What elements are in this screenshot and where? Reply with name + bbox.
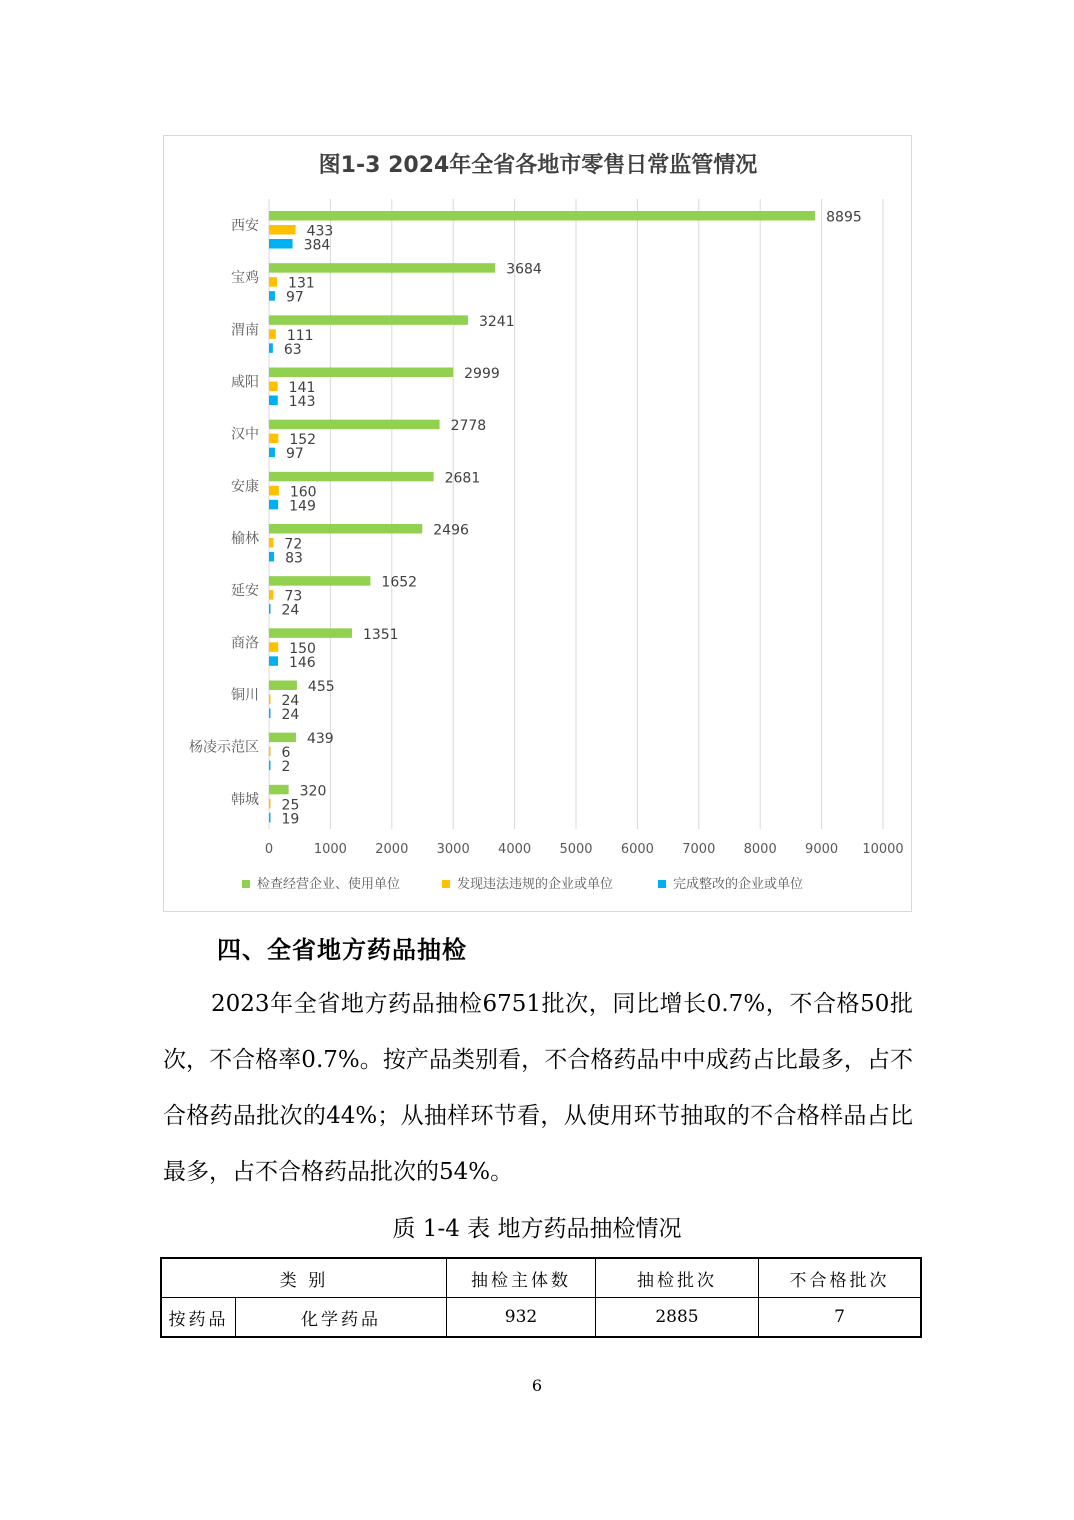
legend-label: 完成整改的企业或单位 <box>673 877 804 892</box>
section-heading: 四、全省地方药品抽检 <box>217 936 467 964</box>
data-label: 320 <box>299 783 327 800</box>
x-tick-label: 9000 <box>805 842 839 857</box>
data-label: 97 <box>285 446 304 463</box>
table-row <box>161 1298 921 1338</box>
x-tick-label: 4000 <box>498 842 532 857</box>
data-label: 63 <box>283 341 302 358</box>
category-label: 延安 <box>231 583 259 600</box>
bar <box>269 239 293 249</box>
bar <box>269 590 273 600</box>
data-label: 19 <box>281 811 300 828</box>
x-tick-label: 8000 <box>743 842 777 857</box>
bar <box>269 434 278 444</box>
category-label: 商洛 <box>231 635 259 652</box>
bar <box>269 628 352 638</box>
x-tick-label: 5000 <box>559 842 593 857</box>
x-tick-label: 2000 <box>375 842 409 857</box>
bar <box>269 538 273 548</box>
data-label: 146 <box>288 654 316 671</box>
body-paragraph <box>163 976 913 1200</box>
bar <box>269 420 440 430</box>
bars <box>269 211 815 822</box>
bar <box>269 315 468 325</box>
bar-chart <box>164 136 913 913</box>
bar <box>269 524 422 534</box>
bar <box>269 761 271 771</box>
table-caption: 质 1-4 表 地方药品抽检情况 <box>392 1216 682 1242</box>
data-label: 439 <box>306 731 334 748</box>
bar <box>269 681 297 691</box>
legend <box>242 876 803 892</box>
legend-label: 检查经营企业、使用单位 <box>257 877 401 892</box>
header-subjects: 抽检主体数 <box>447 1258 596 1298</box>
legend-swatch <box>242 880 250 888</box>
data-label: 1652 <box>381 574 418 591</box>
category-label: 渭南 <box>231 322 259 339</box>
grid-lines <box>269 199 883 829</box>
data-label: 6 <box>281 745 291 762</box>
data-label: 24 <box>281 693 300 709</box>
category-label: 西安 <box>231 218 259 234</box>
data-label: 2778 <box>450 418 487 435</box>
bar <box>269 225 296 235</box>
bar <box>269 552 274 562</box>
cell-subjects: 932 <box>447 1298 596 1338</box>
bar <box>269 291 275 301</box>
bar <box>269 486 279 496</box>
bar <box>269 343 273 353</box>
chart-title: 图1-3 2024年全省各地市零售日常监管情况 <box>318 153 758 178</box>
data-label: 131 <box>288 275 315 292</box>
data-label: 143 <box>288 394 316 410</box>
bar <box>269 472 434 482</box>
data-label: 455 <box>307 679 335 695</box>
legend-swatch <box>442 880 450 888</box>
data-label: 2 <box>281 759 291 776</box>
header-failed: 不合格批次 <box>759 1258 922 1298</box>
bar <box>269 500 278 510</box>
data-label: 24 <box>281 602 300 619</box>
data-label: 24 <box>281 707 300 723</box>
category-label: 咸阳 <box>231 374 259 391</box>
bar <box>269 695 271 705</box>
data-label: 150 <box>289 640 316 657</box>
legend-label: 发现违法违规的企业或单位 <box>457 877 614 892</box>
page-number: 6 <box>531 1376 543 1395</box>
data-label: 111 <box>286 327 314 344</box>
data-label: 2496 <box>433 522 469 539</box>
category-label: 杨凌示范区 <box>189 739 259 756</box>
data-label: 3684 <box>506 261 542 278</box>
header-category: 类 别 <box>161 1258 447 1298</box>
x-tick-label: 10000 <box>862 842 904 857</box>
x-tick-label: 7000 <box>682 842 716 857</box>
data-label: 72 <box>284 536 303 553</box>
cell-group: 按药品 <box>161 1298 236 1338</box>
bar <box>269 656 278 666</box>
category-label: 榆林 <box>231 531 259 547</box>
x-tick-label: 1000 <box>313 842 347 857</box>
data-label: 149 <box>289 498 316 515</box>
chart-container <box>163 135 912 912</box>
bar <box>269 576 370 586</box>
bar <box>269 368 453 378</box>
data-label: 25 <box>281 797 300 814</box>
bar <box>269 277 277 287</box>
bar <box>269 642 278 652</box>
category-label: 韩城 <box>231 791 259 808</box>
bar <box>269 448 275 458</box>
table-header-row <box>161 1258 921 1298</box>
inspection-table <box>160 1257 922 1338</box>
cell-batches: 2885 <box>596 1298 759 1338</box>
data-label: 97 <box>285 289 304 306</box>
data-label: 160 <box>289 484 317 501</box>
bar <box>269 263 495 273</box>
bar <box>269 329 276 339</box>
data-label: 2681 <box>444 470 481 487</box>
bar <box>269 733 296 743</box>
header-batches: 抽检批次 <box>596 1258 759 1298</box>
category-label: 铜川 <box>231 687 259 704</box>
category-label: 安康 <box>231 478 259 495</box>
data-label: 141 <box>288 380 316 396</box>
bar <box>269 799 271 809</box>
legend-swatch <box>658 880 666 888</box>
bar <box>269 604 271 614</box>
x-tick-label: 0 <box>264 842 274 857</box>
bar <box>269 747 271 757</box>
data-label: 3241 <box>478 313 515 330</box>
paragraph-text: 2023年全省地方药品抽检6751批次，同比增长0.7%，不合格50批次，不合格率0.7%。按产品类别看，不合格药品中中成药占比最多，占不合格药品批次的44%；从抽样环节看，从使用环节抽取的不合格样品占比最多，占不合格药品批次的54%。 <box>163 991 913 1185</box>
data-label: 152 <box>289 432 317 449</box>
bar <box>269 211 815 221</box>
cell-failed: 7 <box>759 1298 922 1338</box>
data-label: 2999 <box>464 366 500 382</box>
x-tick-label: 3000 <box>436 842 470 857</box>
data-label: 384 <box>303 237 331 254</box>
bar <box>269 396 278 406</box>
bar <box>269 813 271 823</box>
category-label: 汉中 <box>231 426 259 443</box>
bar <box>269 785 289 795</box>
data-label: 73 <box>284 588 303 605</box>
data-label: 433 <box>306 223 334 240</box>
cell-category: 化学药品 <box>236 1298 447 1338</box>
category-label: 宝鸡 <box>231 270 259 287</box>
data-label: 1351 <box>362 626 399 643</box>
bar <box>269 382 278 392</box>
x-tick-label: 6000 <box>620 842 654 857</box>
data-label: 83 <box>285 550 303 567</box>
bar <box>269 709 271 719</box>
data-label: 8895 <box>826 209 862 226</box>
